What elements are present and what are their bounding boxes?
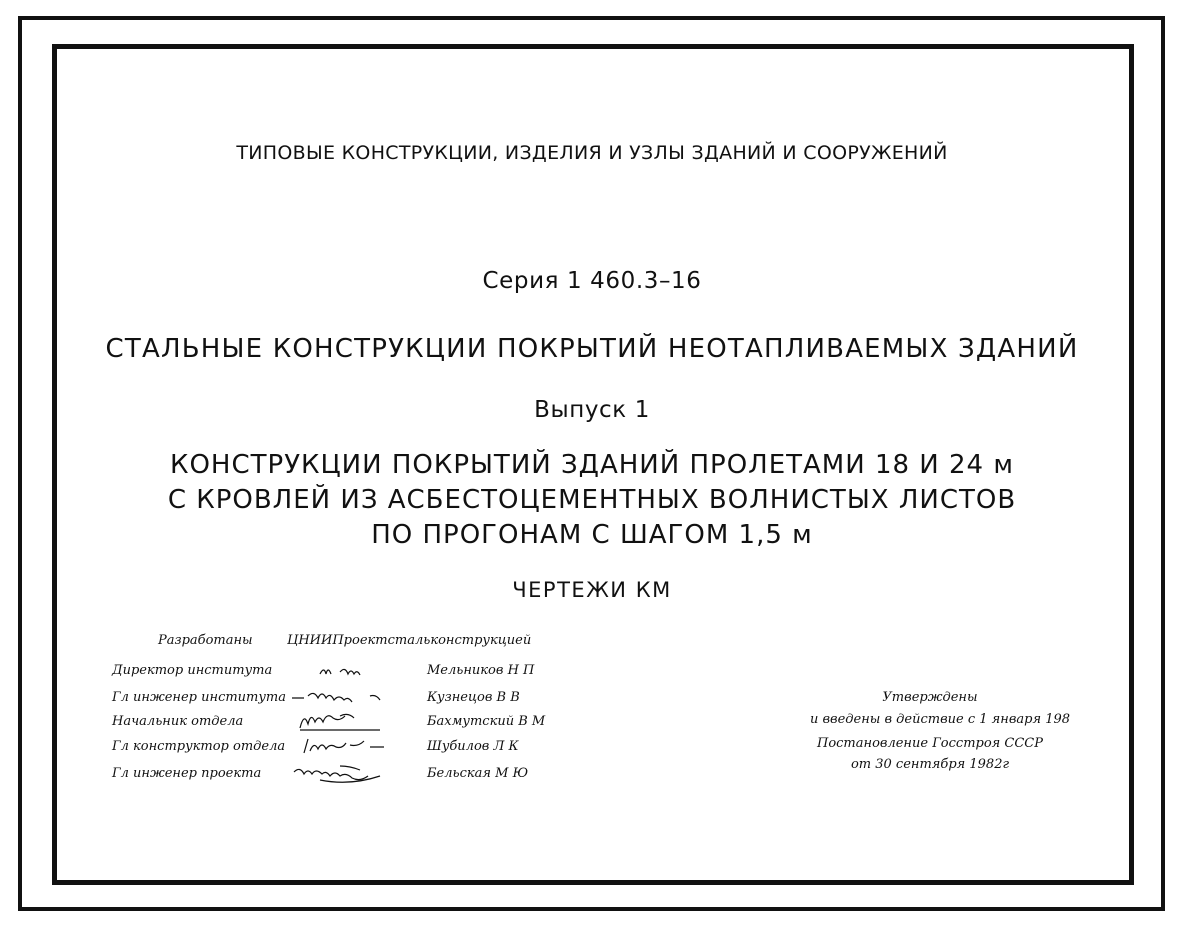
signatory-role: Начальник отдела — [112, 714, 244, 729]
signature-3 — [290, 710, 400, 732]
signatory-name: Бельская М Ю — [427, 766, 529, 781]
developed-label: Разработаны — [158, 633, 253, 648]
signature-2 — [290, 686, 400, 708]
drawings-label: ЧЕРТЕЖИ КМ — [512, 578, 672, 602]
approval-line-3: Постановление Госстроя СССР — [816, 736, 1043, 751]
signatory-role: Гл инженер проекта — [112, 766, 262, 781]
signatory-name: Шубилов Л К — [427, 739, 519, 754]
subtitle-line-2: С КРОВЛЕЙ ИЗ АСБЕСТОЦЕМЕНТНЫХ ВОЛНИСТЫХ ЛИСТОВ — [167, 485, 1017, 515]
subtitle-line-1: КОНСТРУКЦИИ ПОКРЫТИЙ ЗДАНИЙ ПРОЛЕТАМИ 18 И 24 м — [170, 450, 1014, 480]
signatory-role: Директор института — [112, 663, 273, 678]
issue-number: Выпуск 1 — [534, 397, 650, 423]
signatory-role: Гл конструктор отдела — [112, 739, 286, 754]
approval-line-1: Утверждены — [882, 690, 978, 705]
signature-5 — [290, 762, 400, 784]
document-title: СТАЛЬНЫЕ КОНСТРУКЦИИ ПОКРЫТИЙ НЕОТАПЛИВАЕМЫХ ЗДАНИЙ — [105, 334, 1079, 364]
signatory-role: Гл инженер института — [112, 690, 286, 705]
signatory-name: Мельников Н П — [427, 663, 535, 678]
document-header: ТИПОВЫЕ КОНСТРУКЦИИ, ИЗДЕЛИЯ И УЗЛЫ ЗДАНИЙ И СООРУЖЕНИЙ — [236, 142, 948, 164]
approval-line-2: и введены в действие с 1 января 198 — [809, 712, 1071, 727]
signature-4 — [290, 735, 400, 757]
approval-line-4: от 30 сентября 1982г — [850, 757, 1010, 772]
subtitle-line-3: ПО ПРОГОНАМ С ШАГОМ 1,5 м — [371, 520, 813, 550]
series-number: Серия 1 460.3–16 — [482, 268, 702, 294]
developer-organization: ЦНИИПроектстальконструкцией — [287, 633, 532, 648]
signatory-name: Кузнецов В В — [427, 690, 520, 705]
signatory-name: Бахмутский В М — [427, 714, 546, 729]
signature-1 — [290, 660, 400, 682]
